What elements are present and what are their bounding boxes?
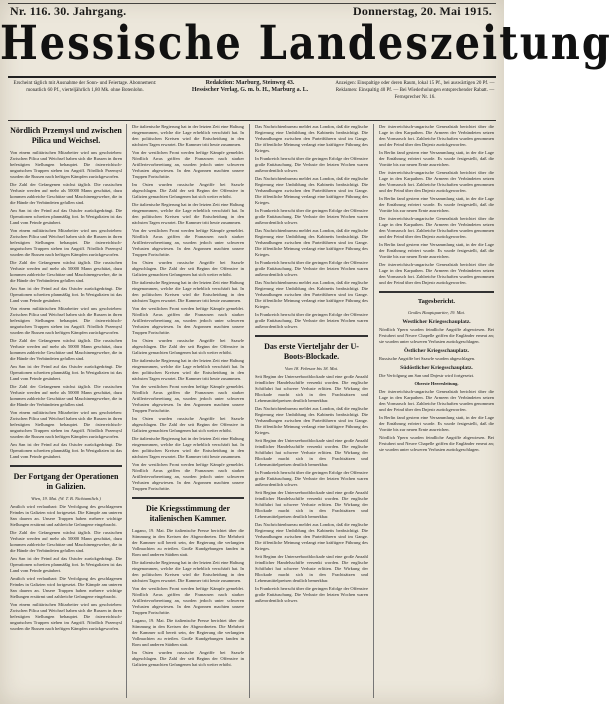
- article-paragraph: Russische Angriffe bei Szawle wurden abgeschlagen.: [379, 356, 476, 361]
- article-dateline: Großes Hauptquartier, 19. Mai.: [407, 310, 466, 315]
- article-paragraph: Der österreichisch-ungarische Generalstab berichtet über die Lage in den Karpathen. Die Armeen der Verbündeten setzen den Vormarsch fort. Zahlreiche Ortschaften wurden genommen und der Feind über den Dnjestr zurückgeworfen.: [379, 124, 494, 147]
- column-divider: [126, 124, 127, 698]
- article-paragraph: In Frankreich herrscht über die geringen Erfolge der Offensive große Enttäuschung. Die Verluste der letzten Wochen waren außerordentlich schwer.: [255, 312, 368, 329]
- article-paragraph: In Berlin fand gestern eine Versammlung statt, in der die Lage der Ernährung erörtert wurde. Es wurde festgestellt, daß die Vorräte bis zur neuen Ernte ausreichen.: [379, 150, 494, 167]
- article-paragraph: Im Osten wurden russische Angriffe bei Szawle abgeschlagen. Die Zahl der seit Beginn der Offensive in Galizien gemachten Gefangenen hat sich weiter erhöht.: [132, 260, 244, 277]
- info-rule: [8, 120, 496, 121]
- article-paragraph: Von einem militärischen Mitarbeiter wird uns geschrieben: Zwischen Pilica und Weichsel haben sich die Russen in ihren befestigten Stellungen behauptet. Die österreichisch-ungarischen Truppen stehen im Angriff. Nördlich Przemysl wurden die Russen nach heftigen Kämpfen zurückgeworfen.: [10, 150, 122, 179]
- article-dateline: Vom 18. Februar bis 18. Mai.: [284, 366, 339, 371]
- column-2: [132, 124, 244, 698]
- article-headline: Die Kriegsstimmung der italienischen Kammer.: [146, 504, 230, 523]
- article-paragraph: Im Osten wurden russische Angriffe bei Szawle abgeschlagen. Die Zahl der seit Beginn der Offensive in Galizien gemachten Gefangenen hat sich weiter erhöht.: [132, 416, 244, 433]
- article-paragraph: Nördlich Ypern wurden feindliche Angriffe abgewiesen. Bei Festubert und Neuve Chapelle griffen die Engländer erneut an; sie wurden unter schweren Verlusten zurückgeschlagen.: [379, 435, 494, 452]
- article-headline: Nördlich Przemysl und zwischen Pilica und Weichsel.: [10, 126, 122, 145]
- article-paragraph: Die italienische Regierung hat in der letzten Zeit eine Haltung eingenommen, welche die Lage erheblich verschärft hat. In den politischen Kreisen wird die Entscheidung in den nächsten Tagen erwartet. Die Kammer tritt heute zusammen.: [132, 358, 244, 381]
- article-headline: Der Fortgang der Operationen in Galizien.: [13, 472, 119, 491]
- article-paragraph: Die italienische Regierung hat in der letzten Zeit eine Haltung eingenommen, welche die Lage erheblich verschärft hat. In den politischen Kreisen wird die Entscheidung in den nächsten Tagen erwartet. Die Kammer tritt heute zusammen.: [132, 202, 244, 225]
- section-subheading: Westlicher Kriegsschauplatz.: [402, 319, 471, 325]
- article-paragraph: Am San ist der Feind auf das Ostufer zurückgedrängt. Die Operationen schreiten planmäßig fort. In Westgalizien ist das Land vom Feinde gesäubert.: [10, 286, 122, 303]
- issue-date: Donnerstag, 20. Mai 1915.: [353, 4, 492, 18]
- article-paragraph: Von der westlichen Front werden heftige Kämpfe gemeldet. Nördlich Arras griffen die Franzosen nach starker Artillerievorbereitung an, wurden jedoch unter schweren Verlusten abgewiesen. In den Argonnen machten unsere Truppen Fortschritte.: [132, 586, 244, 615]
- section-rule: [10, 465, 122, 467]
- article-paragraph: Lugano, 19. Mai. Die italienische Presse berichtet über die Stimmung in den Kreisen der Abgeordneten. Die Mehrheit der Kammer soll bereit sein, der Regierung die verlangten Vollmachten zu erteilen. Große Kundgebungen fanden in Rom und anderen Städten statt.: [132, 618, 244, 647]
- article-paragraph: Seit Beginn der Unterseebootblockade sind eine große Anzahl feindlicher Handelsschiffe versenkt worden. Die englische Schiffahrt hat schwere Verluste erlitten. Die Wirkung der Blockade macht sich in den Frachtsätzen und Lebensmittelpreisen deutlich bemerkbar.: [255, 438, 368, 467]
- article-paragraph: In Frankreich herrscht über die geringen Erfolge der Offensive große Enttäuschung. Die Verluste der letzten Wochen waren außerordentlich schwer.: [255, 260, 368, 277]
- editorial-address: Redaktion: Marburg, Steinweg 43.: [205, 80, 295, 86]
- publisher-info: [175, 80, 325, 94]
- article-paragraph: Im Osten wurden russische Angriffe bei Szawle abgeschlagen. Die Zahl der seit Beginn der Offensive in Galizien gemachten Gefangenen hat sich weiter erhöht.: [132, 650, 244, 667]
- masthead-rule: [8, 76, 496, 78]
- article-paragraph: Der österreichisch-ungarische Generalstab berichtet über die Lage in den Karpathen. Die Armeen der Verbündeten setzen den Vormarsch fort. Zahlreiche Ortschaften wurden genommen und der Feind über den Dnjestr zurückgeworfen.: [379, 389, 494, 412]
- article-paragraph: Die italienische Regierung hat in der letzten Zeit eine Haltung eingenommen, welche die Lage erheblich verschärft hat. In den politischen Kreisen wird die Entscheidung in den nächsten Tagen erwartet. Die Kammer tritt heute zusammen.: [132, 436, 244, 459]
- article-paragraph: Das Nachrichtenbureau meldet aus London, daß die englische Regierung eine Umbildung des Kabinetts beabsichtigt. Die Verhandlungen zwischen den Parteiführern sind im Gange. Die öffentliche Meinung verlangt eine kräftigere Führung des Krieges.: [255, 228, 368, 257]
- article-paragraph: In Frankreich herrscht über die geringen Erfolge der Offensive große Enttäuschung. Die Verluste der letzten Wochen waren außerordentlich schwer.: [255, 156, 368, 173]
- advertising-info: Anzeigen: Einspaltige oder deren Raum, lokal 15 Pf., bei auswärtigen 20 Pf. — Reklamen: Einspaltig 40 Pf. — Bei Wiederholungen entsprechender Rabatt. — Fernsprecher Nr. 16.: [335, 81, 495, 100]
- article-paragraph: Am San ist der Feind auf das Ostufer zurückgedrängt. Die Operationen schreiten planmäßig fort. In Westgalizien ist das Land vom Feinde gesäubert.: [10, 208, 122, 225]
- article-paragraph: Die Verfolgung am San und Dnjestr wird fortgesetzt.: [379, 373, 475, 378]
- article-paragraph: In Berlin fand gestern eine Versammlung statt, in der die Lage der Ernährung erörtert wurde. Es wurde festgestellt, daß die Vorräte bis zur neuen Ernte ausreichen.: [379, 415, 494, 432]
- article-paragraph: Von der westlichen Front werden heftige Kämpfe gemeldet. Nördlich Arras griffen die Franzosen nach starker Artillerievorbereitung an, wurden jedoch unter schweren Verlusten abgewiesen. In den Argonnen machten unsere Truppen Fortschritte.: [132, 150, 244, 179]
- article-paragraph: Die Zahl der Gefangenen wächst täglich. Die russischen Verluste werden auf mehr als 50000 Mann geschätzt, dazu kommen zahlreiche Geschütze und Maschinengewehre, die in die Hände der Verbündeten gefallen sind.: [10, 384, 122, 407]
- article-paragraph: Am San ist der Feind auf das Ostufer zurückgedrängt. Die Operationen schreiten planmäßig fort. In Westgalizien ist das Land vom Feinde gesäubert.: [10, 442, 122, 459]
- article-paragraph: In Frankreich herrscht über die geringen Erfolge der Offensive große Enttäuschung. Die Verluste der letzten Wochen waren außerordentlich schwer.: [255, 586, 368, 603]
- article-paragraph: Das Nachrichtenbureau meldet aus London, daß die englische Regierung eine Umbildung des Kabinetts beabsichtigt. Die Verhandlungen zwischen den Parteiführern sind im Gange. Die öffentliche Meinung verlangt eine kräftigere Führung des Krieges.: [255, 522, 368, 551]
- article-paragraph: Amtlich wird verlautbart: Die Verfolgung des geschlagenen Feindes in Galizien wird fortgesetzt. Die Kämpfe am unteren San dauern an. Unsere Truppen haben mehrere wichtige Stellungen erstürmt und zahlreiche Gefangene eingebracht.: [10, 504, 122, 527]
- article-paragraph: Die italienische Regierung hat in der letzten Zeit eine Haltung eingenommen, welche die Lage erheblich verschärft hat. In den politischen Kreisen wird die Entscheidung in den nächsten Tagen erwartet. Die Kammer tritt heute zusammen.: [132, 124, 244, 147]
- section-rule: [132, 497, 244, 499]
- article-paragraph: Die italienische Regierung hat in der letzten Zeit eine Haltung eingenommen, welche die Lage erheblich verschärft hat. In den politischen Kreisen wird die Entscheidung in den nächsten Tagen erwartet. Die Kammer tritt heute zusammen.: [132, 560, 244, 583]
- article-paragraph: In Frankreich herrscht über die geringen Erfolge der Offensive große Enttäuschung. Die Verluste der letzten Wochen waren außerordentlich schwer.: [255, 208, 368, 225]
- column-divider: [373, 124, 374, 698]
- article-paragraph: Das Nachrichtenbureau meldet aus London, daß die englische Regierung eine Umbildung des Kabinetts beabsichtigt. Die Verhandlungen zwischen den Parteiführern sind im Gange. Die öffentliche Meinung verlangt eine kräftigere Führung des Krieges.: [255, 176, 368, 205]
- section-subheading: Südöstlicher Kriegsschauplatz.: [400, 365, 473, 371]
- article-paragraph: Von einem militärischen Mitarbeiter wird uns geschrieben: Zwischen Pilica und Weichsel haben sich die Russen in ihren befestigten Stellungen behauptet. Die österreichisch-ungarischen Truppen stehen im Angriff. Nördlich Przemysl wurden die Russen nach heftigen Kämpfen zurückgeworfen.: [10, 602, 122, 631]
- column-divider: [249, 124, 250, 698]
- article-paragraph: Von einem militärischen Mitarbeiter wird uns geschrieben: Zwischen Pilica und Weichsel haben sich die Russen in ihren befestigten Stellungen behauptet. Die österreichisch-ungarischen Truppen stehen im Angriff. Nördlich Przemysl wurden die Russen nach heftigen Kämpfen zurückgeworfen.: [10, 228, 122, 257]
- article-headline: Tagesbericht.: [417, 298, 456, 305]
- report-signature: Oberste Heeresleitung.: [414, 381, 459, 386]
- article-paragraph: Am San ist der Feind auf das Ostufer zurückgedrängt. Die Operationen schreiten planmäßig fort. In Westgalizien ist das Land vom Feinde gesäubert.: [10, 364, 122, 381]
- article-paragraph: Die Zahl der Gefangenen wächst täglich. Die russischen Verluste werden auf mehr als 50000 Mann geschätzt, dazu kommen zahlreiche Geschütze und Maschinengewehre, die in die Hände der Verbündeten gefallen sind.: [10, 260, 122, 283]
- article-paragraph: Lugano, 19. Mai. Die italienische Presse berichtet über die Stimmung in den Kreisen der Abgeordneten. Die Mehrheit der Kammer soll bereit sein, der Regierung die verlangten Vollmachten zu erteilen. Große Kundgebungen fanden in Rom und anderen Städten statt.: [132, 528, 244, 557]
- article-paragraph: Im Osten wurden russische Angriffe bei Szawle abgeschlagen. Die Zahl der seit Beginn der Offensive in Galizien gemachten Gefangenen hat sich weiter erhöht.: [132, 182, 244, 199]
- article-paragraph: Seit Beginn der Unterseebootblockade sind eine große Anzahl feindlicher Handelsschiffe versenkt worden. Die englische Schiffahrt hat schwere Verluste erlitten. Die Wirkung der Blockade macht sich in den Frachtsätzen und Lebensmittelpreisen deutlich bemerkbar.: [255, 490, 368, 519]
- article-paragraph: Die Zahl der Gefangenen wächst täglich. Die russischen Verluste werden auf mehr als 50000 Mann geschätzt, dazu kommen zahlreiche Geschütze und Maschinengewehre, die in die Hände der Verbündeten gefallen sind.: [10, 338, 122, 361]
- section-subheading: Östlicher Kriegsschauplatz.: [404, 348, 469, 354]
- article-paragraph: In Frankreich herrscht über die geringen Erfolge der Offensive große Enttäuschung. Die Verluste der letzten Wochen waren außerordentlich schwer.: [255, 470, 368, 487]
- article-paragraph: Der österreichisch-ungarische Generalstab berichtet über die Lage in den Karpathen. Die Armeen der Verbündeten setzen den Vormarsch fort. Zahlreiche Ortschaften wurden genommen und der Feind über den Dnjestr zurückgeworfen.: [379, 262, 494, 285]
- article-paragraph: Am San ist der Feind auf das Ostufer zurückgedrängt. Die Operationen schreiten planmäßig fort. In Westgalizien ist das Land vom Feinde gesäubert.: [10, 556, 122, 573]
- article-paragraph: Von der westlichen Front werden heftige Kämpfe gemeldet. Nördlich Arras griffen die Franzosen nach starker Artillerievorbereitung an, wurden jedoch unter schweren Verlusten abgewiesen. In den Argonnen machten unsere Truppen Fortschritte.: [132, 384, 244, 413]
- article-dateline: Wien, 19. Mai. (W. T. B. Nichtamtlich.): [31, 496, 101, 501]
- article-paragraph: Das Nachrichtenbureau meldet aus London, daß die englische Regierung eine Umbildung des Kabinetts beabsichtigt. Die Verhandlungen zwischen den Parteiführern sind im Gange. Die öffentliche Meinung verlangt eine kräftigere Führung des Krieges.: [255, 406, 368, 435]
- column-1: [10, 124, 122, 698]
- article-paragraph: Die italienische Regierung hat in der letzten Zeit eine Haltung eingenommen, welche die Lage erheblich verschärft hat. In den politischen Kreisen wird die Entscheidung in den nächsten Tagen erwartet. Die Kammer tritt heute zusammen.: [132, 280, 244, 303]
- subscription-info: Erscheint täglich mit Ausnahme der Sonn- und Feiertage. Abonnement: monatlich 60 Pf., vierteljährlich 1,80 Mk. ohne Botenlohn.: [13, 81, 157, 93]
- article-paragraph: Die Zahl der Gefangenen wächst täglich. Die russischen Verluste werden auf mehr als 50000 Mann geschätzt, dazu kommen zahlreiche Geschütze und Maschinengewehre, die in die Hände der Verbündeten gefallen sind.: [10, 182, 122, 205]
- article-paragraph: In Berlin fand gestern eine Versammlung statt, in der die Lage der Ernährung erörtert wurde. Es wurde festgestellt, daß die Vorräte bis zur neuen Ernte ausreichen.: [379, 242, 494, 259]
- article-paragraph: Der österreichisch-ungarische Generalstab berichtet über die Lage in den Karpathen. Die Armeen der Verbündeten setzen den Vormarsch fort. Zahlreiche Ortschaften wurden genommen und der Feind über den Dnjestr zurückgeworfen.: [379, 216, 494, 239]
- newspaper-title: Hessische Landeszeitung: [0, 15, 612, 71]
- article-paragraph: Seit Beginn der Unterseebootblockade sind eine große Anzahl feindlicher Handelsschiffe versenkt worden. Die englische Schiffahrt hat schwere Verluste erlitten. Die Wirkung der Blockade macht sich in den Frachtsätzen und Lebensmittelpreisen deutlich bemerkbar.: [255, 374, 368, 403]
- section-rule: [379, 291, 494, 293]
- article-paragraph: In Berlin fand gestern eine Versammlung statt, in der die Lage der Ernährung erörtert wurde. Es wurde festgestellt, daß die Vorräte bis zur neuen Ernte ausreichen.: [379, 196, 494, 213]
- article-paragraph: Das Nachrichtenbureau meldet aus London, daß die englische Regierung eine Umbildung des Kabinetts beabsichtigt. Die Verhandlungen zwischen den Parteiführern sind im Gange. Die öffentliche Meinung verlangt eine kräftigere Führung des Krieges.: [255, 280, 368, 309]
- article-paragraph: Von der westlichen Front werden heftige Kämpfe gemeldet. Nördlich Arras griffen die Franzosen nach starker Artillerievorbereitung an, wurden jedoch unter schweren Verlusten abgewiesen. In den Argonnen machten unsere Truppen Fortschritte.: [132, 306, 244, 335]
- article-paragraph: Im Osten wurden russische Angriffe bei Szawle abgeschlagen. Die Zahl der seit Beginn der Offensive in Galizien gemachten Gefangenen hat sich weiter erhöht.: [132, 338, 244, 355]
- article-paragraph: Die Zahl der Gefangenen wächst täglich. Die russischen Verluste werden auf mehr als 50000 Mann geschätzt, dazu kommen zahlreiche Geschütze und Maschinengewehre, die in die Hände der Verbündeten gefallen sind.: [10, 530, 122, 553]
- article-paragraph: Amtlich wird verlautbart: Die Verfolgung des geschlagenen Feindes in Galizien wird fortgesetzt. Die Kämpfe am unteren San dauern an. Unsere Truppen haben mehrere wichtige Stellungen erstürmt und zahlreiche Gefangene eingebracht.: [10, 576, 122, 599]
- article-paragraph: Der österreichisch-ungarische Generalstab berichtet über die Lage in den Karpathen. Die Armeen der Verbündeten setzen den Vormarsch fort. Zahlreiche Ortschaften wurden genommen und der Feind über den Dnjestr zurückgeworfen.: [379, 170, 494, 193]
- article-paragraph: Von der westlichen Front werden heftige Kämpfe gemeldet. Nördlich Arras griffen die Franzosen nach starker Artillerievorbereitung an, wurden jedoch unter schweren Verlusten abgewiesen. In den Argonnen machten unsere Truppen Fortschritte.: [132, 462, 244, 491]
- publisher-name: Hessischer Verlag, G. m. b. H., Marburg a. L.: [191, 87, 309, 93]
- article-paragraph: Nördlich Ypern wurden feindliche Angriffe abgewiesen. Bei Festubert und Neuve Chapelle griffen die Engländer erneut an; sie wurden unter schweren Verlusten zurückgeschlagen.: [379, 327, 494, 344]
- issue-number: Nr. 116. 30. Jahrgang.: [10, 4, 127, 18]
- section-rule: [255, 335, 368, 337]
- column-3: [255, 124, 368, 698]
- article-paragraph: Seit Beginn der Unterseebootblockade sind eine große Anzahl feindlicher Handelsschiffe versenkt worden. Die englische Schiffahrt hat schwere Verluste erlitten. Die Wirkung der Blockade macht sich in den Frachtsätzen und Lebensmittelpreisen deutlich bemerkbar.: [255, 554, 368, 583]
- article-paragraph: Von der westlichen Front werden heftige Kämpfe gemeldet. Nördlich Arras griffen die Franzosen nach starker Artillerievorbereitung an, wurden jedoch unter schweren Verlusten abgewiesen. In den Argonnen machten unsere Truppen Fortschritte.: [132, 228, 244, 257]
- column-4: [379, 124, 494, 698]
- article-headline: Das erste Vierteljahr der U-Boots-Blockade.: [264, 342, 359, 361]
- article-paragraph: Von einem militärischen Mitarbeiter wird uns geschrieben: Zwischen Pilica und Weichsel haben sich die Russen in ihren befestigten Stellungen behauptet. Die österreichisch-ungarischen Truppen stehen im Angriff. Nördlich Przemysl wurden die Russen nach heftigen Kämpfen zurückgeworfen.: [10, 410, 122, 439]
- article-paragraph: Von einem militärischen Mitarbeiter wird uns geschrieben: Zwischen Pilica und Weichsel haben sich die Russen in ihren befestigten Stellungen behauptet. Die österreichisch-ungarischen Truppen stehen im Angriff. Nördlich Przemysl wurden die Russen nach heftigen Kämpfen zurückgeworfen.: [10, 306, 122, 335]
- article-paragraph: Das Nachrichtenbureau meldet aus London, daß die englische Regierung eine Umbildung des Kabinetts beabsichtigt. Die Verhandlungen zwischen den Parteiführern sind im Gange. Die öffentliche Meinung verlangt eine kräftigere Führung des Krieges.: [255, 124, 368, 153]
